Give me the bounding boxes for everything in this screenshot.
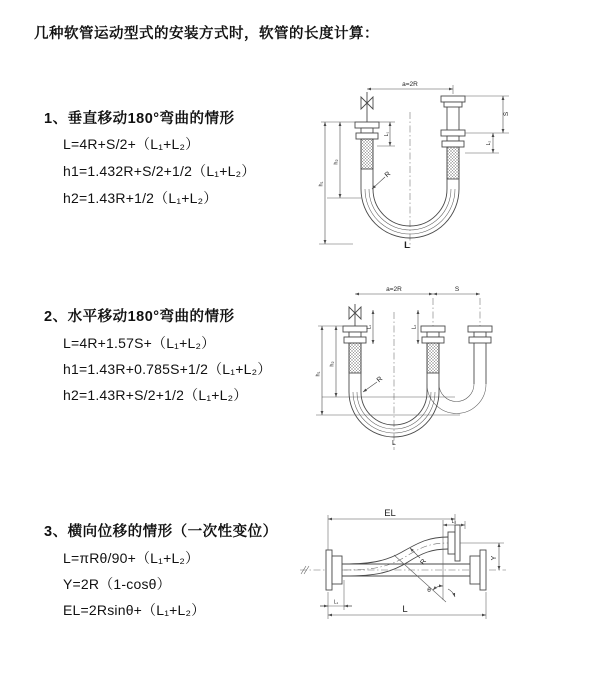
dim-label-l1: L₁ bbox=[333, 599, 339, 606]
dim-label-l1: L₁ bbox=[366, 324, 373, 330]
dim-h1 bbox=[319, 122, 354, 244]
braided-hose-section bbox=[349, 343, 361, 373]
valve-icon bbox=[361, 92, 373, 122]
dim-l bbox=[328, 592, 486, 619]
section-2-formula-L: L=4R+1.57S+（L₁+L₂） bbox=[63, 335, 216, 351]
dim-l2 bbox=[412, 310, 419, 344]
braided-hose-section bbox=[361, 139, 373, 169]
lower-right-flange bbox=[470, 550, 486, 590]
dim-label-r: R bbox=[419, 558, 429, 567]
section-1-heading: 1、垂直移动180°弯曲的情形 bbox=[44, 111, 235, 127]
diagram-vertical-180-bend bbox=[313, 76, 578, 252]
dim-label-h1: h₁ bbox=[318, 181, 325, 187]
dim-label-l: L bbox=[404, 240, 410, 251]
right-flange-assembly bbox=[441, 96, 465, 189]
left-flange-assembly bbox=[355, 122, 379, 189]
dim-label-r: R bbox=[375, 375, 385, 385]
dim-label-h2: h₂ bbox=[333, 159, 340, 165]
section-1-formula-h2: h2=1.43R+1/2（L₁+L₂） bbox=[63, 190, 218, 206]
dim-label-s: S bbox=[503, 111, 510, 117]
dim-label-l: L bbox=[392, 440, 396, 447]
braided-hose-section bbox=[447, 147, 459, 179]
section-3-heading: 3、横向位移的情形（一次性变位） bbox=[44, 524, 278, 540]
section-2-formula-h2: h2=1.43R+S/2+1/2（L₁+L₂） bbox=[63, 387, 248, 403]
dim-label-r: R bbox=[383, 170, 393, 180]
dim-a2r bbox=[367, 81, 453, 94]
dim-label-a2r: a=2R bbox=[402, 81, 418, 88]
dim-label-l1: L₁ bbox=[384, 131, 390, 137]
dim-l2 bbox=[465, 133, 499, 153]
section-3-formula-Y: Y=2R（1-cosθ） bbox=[63, 576, 171, 592]
radius-leader bbox=[410, 548, 428, 566]
dim-h2 bbox=[318, 122, 361, 198]
dim-s bbox=[465, 96, 510, 133]
dim-label-y: Y bbox=[491, 555, 498, 561]
upper-right-flange bbox=[448, 525, 460, 561]
dim-label-el: EL bbox=[384, 508, 396, 519]
valve-icon bbox=[349, 304, 361, 326]
dim-label-l2: L₂ bbox=[486, 140, 492, 146]
dim-label-l: L bbox=[402, 604, 408, 615]
dim-label-h2: h₂ bbox=[329, 361, 336, 367]
radius-leader bbox=[372, 171, 392, 189]
dim-label-s: S bbox=[454, 286, 460, 293]
section-3-formula-EL: EL=2Rsinθ+（L₁+L₂） bbox=[63, 602, 206, 618]
dim-a2r bbox=[355, 286, 433, 294]
left-flange-assembly bbox=[343, 326, 367, 392]
dim-label-h1: h₁ bbox=[315, 371, 322, 377]
diagram-horizontal-180-bend bbox=[310, 282, 595, 454]
dim-label-a2r: a=2R bbox=[386, 286, 402, 293]
middle-flange-assembly bbox=[421, 326, 445, 392]
dim-label-l2: L₂ bbox=[451, 519, 457, 525]
dim-s bbox=[433, 286, 480, 294]
dim-l1 bbox=[367, 310, 374, 344]
braided-hose-section bbox=[427, 343, 439, 373]
diagram-lateral-displacement bbox=[298, 498, 593, 653]
section-2-heading: 2、水平移动180°弯曲的情形 bbox=[44, 309, 235, 325]
section-3-formula-L: L=πRθ/90+（L₁+L₂） bbox=[63, 550, 200, 566]
section-1-formula-L: L=4R+S/2+（L₁+L₂） bbox=[63, 136, 200, 152]
left-flange bbox=[326, 550, 342, 590]
section-1-formula-h1: h1=1.432R+S/2+1/2（L₁+L₂） bbox=[63, 163, 256, 179]
page-title: 几种软管运动型式的安装方式时，软管的长度计算： bbox=[34, 26, 379, 42]
dim-label-l2: L₂ bbox=[411, 324, 418, 330]
centerline bbox=[394, 298, 480, 450]
dim-l1 bbox=[320, 580, 352, 610]
radius-leader bbox=[363, 376, 384, 392]
right-flange-assembly bbox=[468, 326, 492, 384]
dim-l2 bbox=[443, 519, 465, 529]
angle-label-theta: θ bbox=[427, 587, 431, 594]
dim-l1 bbox=[377, 122, 395, 146]
section-2-formula-h1: h1=1.43R+0.785S+1/2（L₁+L₂） bbox=[63, 361, 272, 377]
